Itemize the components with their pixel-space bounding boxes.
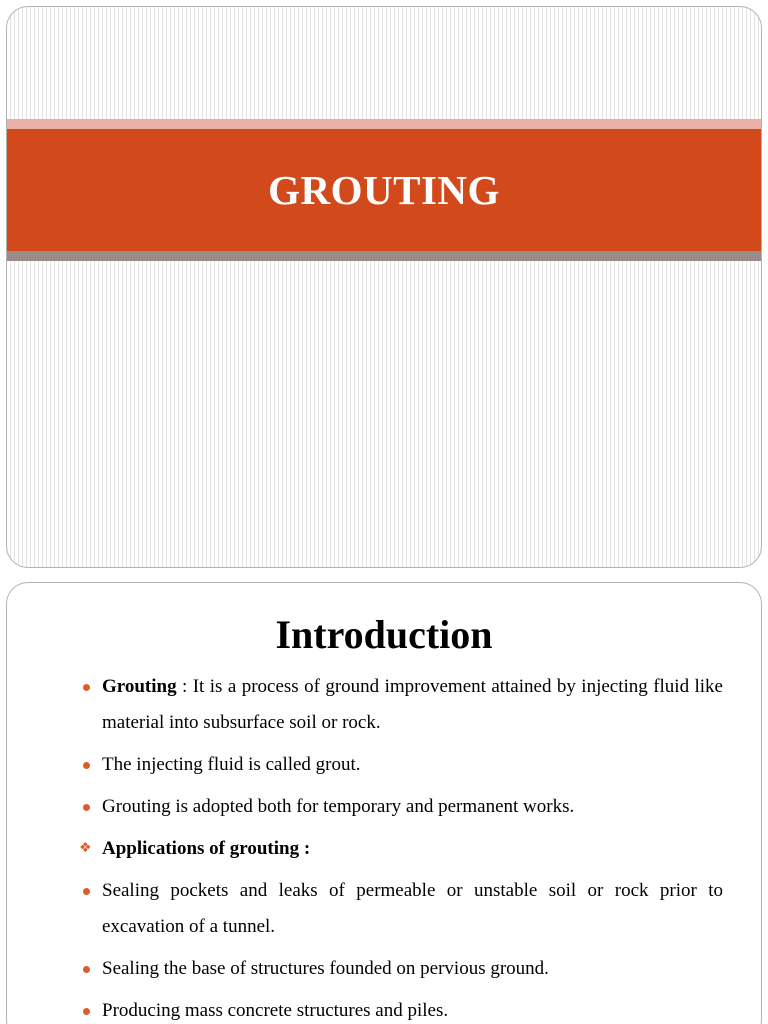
bullet-icon xyxy=(83,966,90,973)
bullet-icon xyxy=(83,684,90,691)
list-item xyxy=(102,951,723,987)
diamond-bullet-icon: ❖ xyxy=(79,841,92,856)
title-band xyxy=(7,129,761,251)
list-item-text: Producing mass concrete structures and piles. xyxy=(102,1000,449,1021)
introduction-slide xyxy=(6,582,762,1024)
section-heading: Introduction xyxy=(275,612,493,657)
title-slide xyxy=(6,6,762,568)
list-item xyxy=(102,993,723,1024)
bullet-icon xyxy=(83,888,90,895)
list-item-text: Sealing the base of structures founded on pervious ground. xyxy=(102,958,549,979)
list-item xyxy=(102,873,723,945)
list-item xyxy=(102,789,723,825)
list-subheading xyxy=(79,831,723,867)
bullet-icon xyxy=(83,762,90,769)
list-item xyxy=(102,747,723,783)
bullet-icon xyxy=(83,1008,90,1015)
list-item xyxy=(102,669,723,741)
subheading-label: Applications of grouting : xyxy=(102,838,311,859)
term-label: Grouting xyxy=(102,676,177,697)
bullet-icon xyxy=(83,804,90,811)
title-band-top-accent xyxy=(7,119,761,129)
list-item-text: The injecting fluid is called grout. xyxy=(102,754,361,775)
list-item-text: Sealing pockets and leaks of permeable or unstable soil or rock prior to excavation of a tunnel. xyxy=(102,880,723,937)
slide-title: GROUTING xyxy=(268,167,500,213)
title-band-bottom-accent xyxy=(7,251,761,261)
bullet-list xyxy=(7,669,762,1024)
list-item-text: Grouting is adopted both for temporary and permanent works. xyxy=(102,796,575,817)
list-item-text: : It is a process of ground improvement attained by injecting fluid like material into subsurface soil or rock. xyxy=(102,676,723,733)
